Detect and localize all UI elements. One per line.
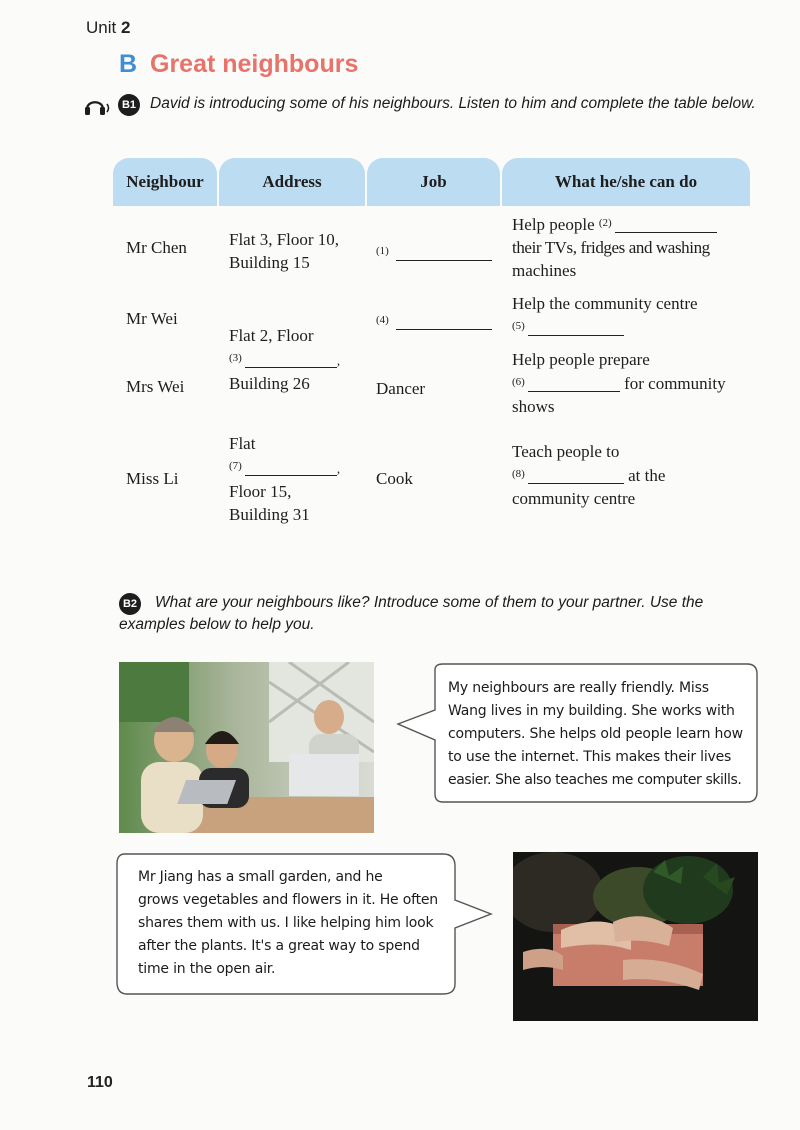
page-number: 110 bbox=[87, 1074, 113, 1091]
table-header-neighbour: Neighbour bbox=[113, 158, 217, 206]
bubble-2-text: Mr Jiang has a small garden, and he grows vegetables and flowers in it. He often shares them with us. I like helping him look after the plants. It's a great way to spend time in the open air. bbox=[138, 869, 438, 977]
job-cell: Dancer bbox=[376, 379, 426, 398]
neighbour-name: Mrs Wei bbox=[126, 377, 185, 396]
job-cell: Cook bbox=[376, 469, 413, 488]
section-title: Great neighbours bbox=[150, 50, 359, 78]
answer-blank bbox=[396, 246, 492, 261]
answer-blank bbox=[615, 218, 717, 233]
neighbour-name: Miss Li bbox=[126, 469, 179, 488]
b2-instruction-text: What are your neighbours like? Introduce some of them to your partner. Use the examples below to help you. bbox=[119, 594, 704, 633]
job-cell: (4) bbox=[376, 309, 492, 333]
headphones-icon bbox=[84, 95, 110, 117]
address-cell: Flat $^{(7)}$ , Floor 15, Building 31 bbox=[229, 434, 341, 524]
answer-blank bbox=[528, 469, 624, 484]
answer-blank bbox=[528, 321, 624, 336]
table-header-can-do: What he/she can do bbox=[502, 158, 750, 206]
can-do-cell: Teach people to $^{(8)}$ at the community centre bbox=[512, 442, 666, 508]
neighbours-computer-photo bbox=[119, 662, 374, 833]
unit-label: Unit 2 bbox=[86, 18, 131, 37]
address-cell: Flat 3, Floor 10, Building 15 bbox=[229, 230, 340, 272]
section-letter: B bbox=[119, 50, 138, 78]
bubble-1-text: My neighbours are really friendly. Miss Wang lives in my building. She works with computers. She helps old people learn how to use the internet. This makes their lives easier. She also teaches me computer skills. bbox=[448, 680, 743, 788]
table-header-job: Job bbox=[367, 158, 500, 206]
garden-plant-photo bbox=[513, 852, 758, 1021]
answer-blank bbox=[396, 315, 492, 330]
answer-blank bbox=[245, 353, 337, 368]
can-do-cell: Help people prepare $^{(6)}$ for community shows bbox=[512, 350, 726, 416]
table-header-address: Address bbox=[219, 158, 365, 206]
unit-number: 2 bbox=[120, 18, 131, 37]
neighbour-name: Mr Wei bbox=[126, 309, 178, 328]
neighbour-name: Mr Chen bbox=[126, 238, 187, 257]
answer-blank bbox=[245, 461, 337, 476]
address-cell: Flat 2, Floor $^{(3)}$ , Building 26 bbox=[229, 326, 341, 393]
job-cell: (1) bbox=[376, 240, 492, 264]
b2-badge: B2 bbox=[119, 593, 141, 615]
answer-blank bbox=[528, 377, 620, 392]
can-do-cell: Help people $^{(2)}$ their TVs, fridges and washing machines bbox=[512, 212, 757, 282]
can-do-cell: Help the community centre $^{(5)}$ bbox=[512, 292, 757, 339]
b1-badge: B1 bbox=[118, 94, 140, 116]
b1-instruction-text: David is introducing some of his neighbours. Listen to him and complete the table below. bbox=[150, 95, 756, 112]
